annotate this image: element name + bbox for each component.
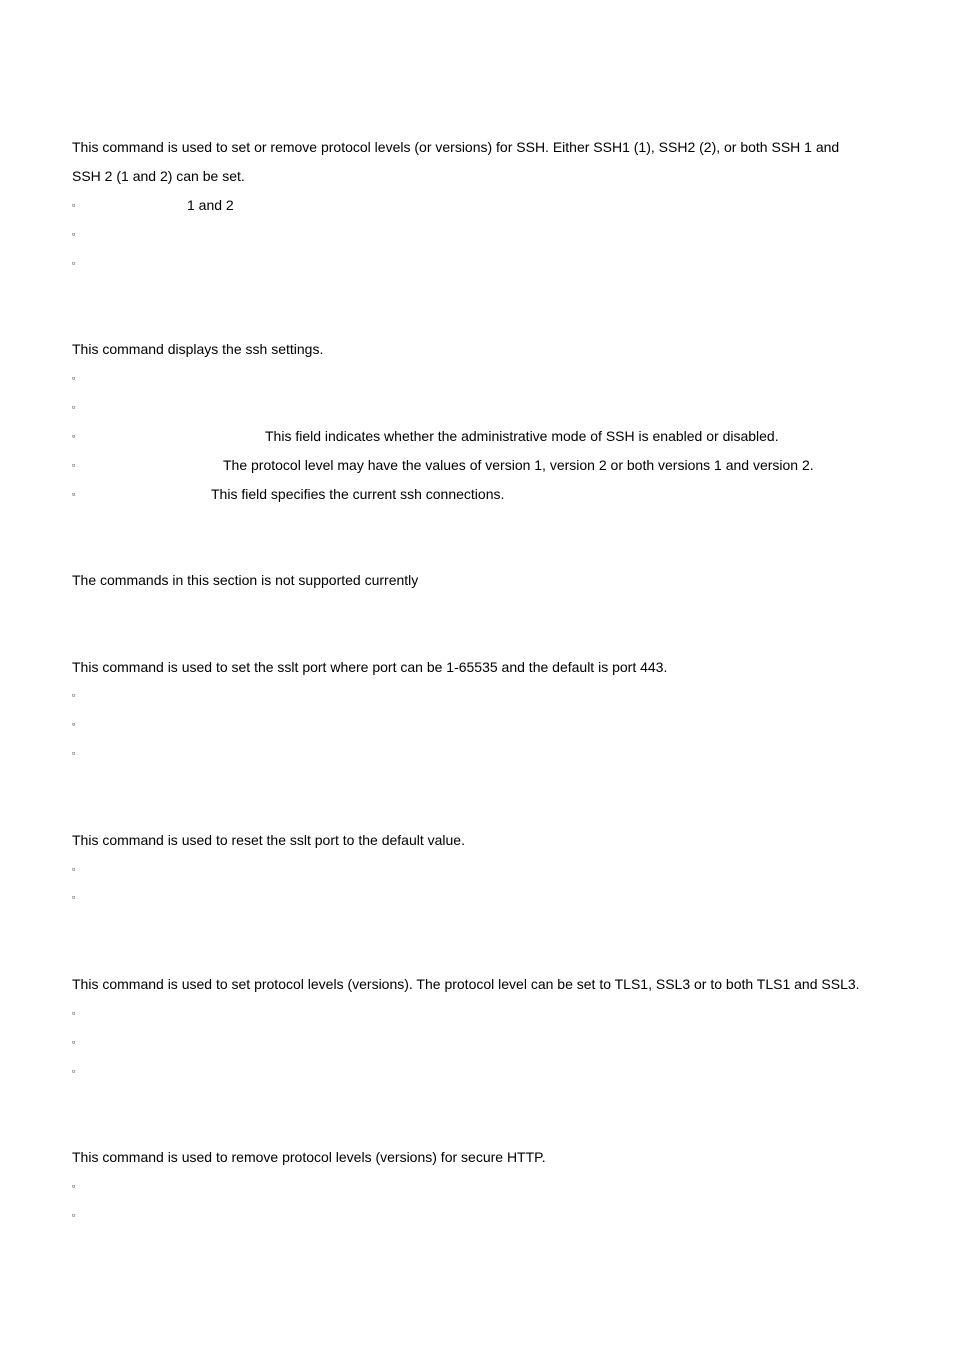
bullet-icon: ▫ [72, 892, 76, 902]
paragraph-line: The commands in this section is not supported currently [72, 572, 419, 588]
bullet-icon: ▫ [72, 402, 76, 412]
bullet-icon: ▫ [72, 258, 76, 268]
bullet-icon: ▫ [72, 489, 76, 499]
bullet-icon: ▫ [72, 1037, 76, 1047]
bullet-icon: ▫ [72, 431, 76, 441]
bullet-icon: ▫ [72, 460, 76, 470]
bullet-icon: ▫ [72, 864, 76, 874]
paragraph-line: This command is used to set protocol levels (versions). The protocol level can be set to TLS1, SSL3 or to both TLS1 and SSL3. [72, 976, 860, 992]
bullet-icon: ▫ [72, 690, 76, 700]
bullet-icon: ▫ [72, 719, 76, 729]
bullet-text: The protocol level may have the values of version 1, version 2 or both versions 1 and version 2. [223, 457, 814, 473]
bullet-icon: ▫ [72, 1181, 76, 1191]
bullet-icon: ▫ [72, 1008, 76, 1018]
bullet-icon: ▫ [72, 229, 76, 239]
paragraph-line: This command is used to set or remove protocol levels (or versions) for SSH. Either SSH1 (1), SSH2 (2), or both SSH 1 and [72, 139, 840, 155]
bullet-text: This field indicates whether the administrative mode of SSH is enabled or disabled. [265, 428, 779, 444]
bullet-text: This field specifies the current ssh connections. [211, 486, 505, 502]
bullet-icon: ▫ [72, 748, 76, 758]
paragraph-line: This command displays the ssh settings. [72, 341, 324, 357]
bullet-icon: ▫ [72, 200, 76, 210]
paragraph-line: SSH 2 (1 and 2) can be set. [72, 168, 245, 184]
paragraph-line: This command is used to set the sslt port where port can be 1-65535 and the default is port 443. [72, 659, 668, 675]
paragraph-line: This command is used to remove protocol levels (versions) for secure HTTP. [72, 1149, 546, 1165]
bullet-text: 1 and 2 [187, 197, 234, 213]
bullet-icon: ▫ [72, 1210, 76, 1220]
bullet-icon: ▫ [72, 1066, 76, 1076]
paragraph-line: This command is used to reset the sslt port to the default value. [72, 832, 465, 848]
bullet-icon: ▫ [72, 373, 76, 383]
